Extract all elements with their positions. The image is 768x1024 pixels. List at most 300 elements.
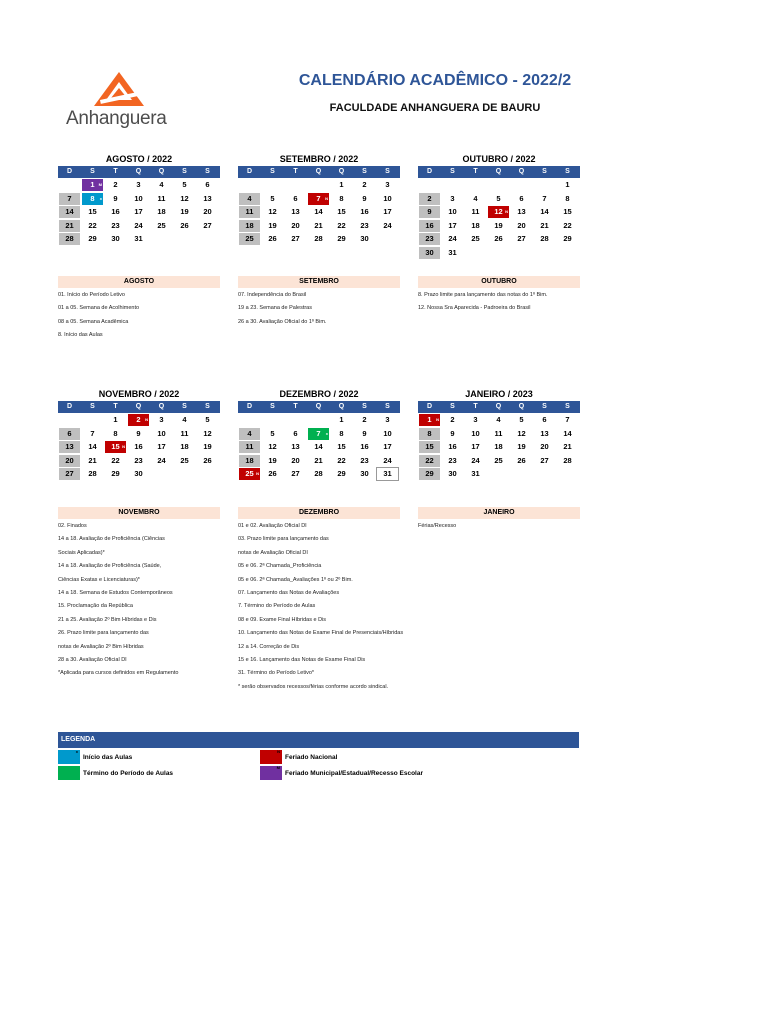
weekday-label: D: [66, 168, 73, 175]
calendar-day: 25: [239, 233, 260, 245]
calendar-day: 26: [180, 220, 189, 230]
calendar-day: 29: [337, 234, 346, 243]
calendar-day: 16: [448, 442, 457, 451]
events-header: SETEMBRO: [238, 276, 400, 288]
calendar-day: 23: [360, 220, 369, 230]
event-item: Férias/Recesso: [418, 523, 457, 529]
events-list: [58, 520, 238, 681]
calendar-day: 5: [496, 193, 501, 203]
calendar-day: 7: [542, 193, 547, 203]
calendar-week: [58, 206, 220, 219]
calendar-week: [418, 220, 580, 233]
calendar-day: 10: [134, 193, 143, 203]
legend-label: Feriado Municipal/Estadual/Recesso Escolar: [285, 769, 423, 777]
calendar-day: 4: [182, 415, 187, 424]
empty-day-cell: [465, 247, 486, 259]
calendar-day: 29: [337, 469, 346, 478]
calendar-day: 19: [494, 220, 503, 230]
weekday-label: S: [565, 168, 570, 175]
empty-day-cell: [308, 179, 329, 191]
weekday-header: [58, 401, 220, 413]
empty-day-cell: [239, 414, 260, 426]
calendar-day: 25: [494, 455, 503, 465]
calendar-day: 26: [203, 455, 212, 465]
calendar-week: [58, 220, 220, 233]
calendar-day: 26: [268, 469, 277, 478]
calendar-day: 21: [563, 442, 572, 451]
calendar-week: [58, 193, 220, 206]
calendar-day: 2: [113, 180, 118, 189]
calendar-day: 1: [565, 180, 570, 189]
empty-day-cell: [488, 468, 509, 480]
event-item: 26 a 30. Avaliação Oficial do 1º Bim.: [238, 318, 327, 325]
calendar-day: 2: [450, 415, 455, 424]
events-header: JANEIRO: [418, 507, 580, 519]
weekday-label: Q: [338, 168, 345, 175]
empty-day-cell: [174, 468, 195, 480]
calendar-day: 19: [268, 220, 277, 230]
legend: [58, 732, 579, 777]
empty-day-cell: [511, 468, 532, 480]
weekday-label: D: [246, 168, 253, 175]
calendar-day: 22: [337, 455, 346, 465]
calendar-day: 16: [360, 442, 369, 451]
empty-day-cell: [262, 414, 283, 426]
empty-day-cell: [82, 414, 103, 426]
calendar-day: 3: [159, 415, 164, 424]
event-item: notas de Avaliação Oficial DI: [238, 549, 308, 556]
calendar-day: 19: [203, 442, 212, 451]
events-header: AGOSTO: [58, 276, 220, 288]
legend-swatch: [58, 766, 80, 780]
calendar-day: 7 x: [308, 428, 329, 440]
calendar-day: 13: [291, 207, 300, 216]
legend-item: [260, 750, 337, 764]
weekday-label: S: [182, 168, 187, 175]
empty-day-cell: [488, 247, 509, 259]
calendar-day: 16: [134, 442, 143, 451]
calendar-day: 10: [383, 193, 392, 203]
calendar-day: 12: [268, 207, 277, 216]
calendar-day: 17: [471, 442, 480, 451]
weekday-label: Q: [518, 168, 525, 175]
event-item: 19 a 23. Semana de Palestras: [238, 305, 312, 312]
weekday-label: S: [270, 168, 275, 175]
event-item: Sociais Aplicadas)*: [58, 549, 105, 556]
weekday-label: Q: [495, 403, 502, 410]
calendar-day: 12: [517, 428, 526, 438]
empty-day-cell: [534, 179, 555, 191]
empty-day-cell: [534, 468, 555, 480]
calendar-day: 27: [59, 468, 80, 480]
month-calendar: [238, 152, 400, 247]
calendar-day: 6: [293, 193, 298, 203]
month-calendar: [418, 387, 580, 482]
calendar-day: 15: [337, 207, 346, 216]
legend-label: Início das Aulas: [83, 753, 133, 761]
empty-day-cell: [197, 233, 218, 245]
empty-day-cell: [197, 468, 218, 480]
calendar-day: 6: [205, 180, 210, 189]
calendar-day: 11: [157, 193, 166, 203]
calendar-day: 29: [419, 468, 440, 480]
month-title: SETEMBRO / 2022: [279, 154, 359, 164]
empty-day-cell: [174, 233, 195, 245]
calendar-week: [238, 233, 400, 246]
event-item: 08 a 05. Semana Acadêmica: [58, 318, 129, 325]
weekday-label: D: [426, 403, 433, 410]
calendar-day: 13: [517, 207, 526, 216]
weekday-label: T: [293, 168, 298, 175]
calendar-day: 6: [519, 193, 524, 203]
events-list: [418, 289, 598, 316]
calendar-day: 28: [563, 455, 572, 465]
events-list: [418, 520, 598, 533]
event-item: 07. Independência do Brasil: [238, 292, 307, 298]
calendar-day: 28: [540, 234, 549, 243]
empty-day-cell: [511, 179, 532, 191]
legend-label: Término do Período de Aulas: [83, 769, 174, 777]
weekday-label: D: [426, 168, 433, 175]
event-item: 26. Prazo limite para lançamento das: [58, 630, 149, 637]
event-item: * serão observados recessos/férias conforme acordo sindical.: [238, 683, 389, 690]
calendar-day: 9: [362, 428, 367, 438]
calendar-day: 12 N: [488, 206, 509, 218]
calendar-day: 9: [113, 193, 118, 203]
events-header: DEZEMBRO: [238, 507, 400, 519]
calendar-day: 24: [471, 455, 480, 465]
events-list: [238, 289, 418, 329]
logo-triangle-icon: [94, 72, 144, 108]
calendar-week: [238, 428, 400, 441]
calendar-week: [238, 455, 400, 468]
calendar-week: [58, 428, 220, 441]
calendar-day: 30: [419, 247, 440, 259]
event-item: 8. Início das Aulas: [58, 332, 103, 339]
calendar-week: [418, 455, 580, 468]
calendar-week: [238, 179, 400, 192]
calendar-day: 26: [268, 234, 277, 243]
calendar-day: 25: [157, 220, 166, 230]
calendar-day: 7: [90, 428, 95, 438]
calendar-week: [238, 441, 400, 454]
event-item: 10. Lançamento das Notas de Exame Final de Presenciais/Híbridas: [238, 630, 404, 637]
calendar-day: 30: [360, 234, 369, 243]
calendar-day: 6: [293, 428, 298, 438]
calendar-day: 13: [540, 428, 549, 438]
weekday-header: [58, 166, 220, 178]
weekday-label: T: [473, 168, 478, 175]
calendar-day: 11: [239, 206, 260, 218]
calendar-day: 4: [159, 180, 164, 189]
empty-day-cell: [511, 247, 532, 259]
event-item: 28 a 30. Avaliação Oficial DI: [58, 657, 127, 664]
weekday-label: Q: [338, 403, 345, 410]
calendar-day: 1 N: [419, 414, 440, 426]
calendar-day: 10: [471, 428, 480, 438]
page-title: CALENDÁRIO ACADÊMICO - 2022/2: [298, 72, 572, 89]
calendar-day: 18: [239, 455, 260, 467]
calendar-day: 7: [565, 415, 570, 424]
calendar-day: 20: [540, 442, 549, 451]
calendar-day: 18: [471, 220, 480, 230]
calendar-day: 16: [111, 207, 120, 216]
calendar-day: 7 N: [308, 193, 329, 205]
calendar-day: 16: [360, 207, 369, 216]
calendar-day: 2: [362, 415, 367, 424]
calendar-day: 13: [291, 442, 300, 451]
calendar-day: 29: [88, 234, 97, 243]
calendar-day: 27: [291, 469, 300, 478]
calendar-week: [58, 179, 220, 192]
calendar-week: [418, 206, 580, 219]
calendar-day: 20: [517, 220, 526, 230]
weekday-label: S: [182, 403, 187, 410]
weekday-header: [418, 166, 580, 178]
calendar-day: 30: [448, 469, 457, 478]
calendar-day: 7: [59, 193, 80, 205]
calendar-day: 24: [157, 455, 166, 465]
calendar-day: 3: [450, 193, 455, 203]
month-title: JANEIRO / 2023: [465, 389, 533, 399]
event-item: 07. Lançamento das Notas de Avaliações: [238, 590, 340, 597]
calendar-day: 19: [180, 207, 189, 216]
calendar-day: 16: [419, 220, 440, 232]
calendar-day: 22: [337, 220, 346, 230]
month-title: OUTUBRO / 2022: [462, 154, 536, 164]
empty-day-cell: [557, 247, 578, 259]
calendar-day: 6: [59, 428, 80, 440]
month-calendar: [238, 387, 400, 482]
calendar-day: 26: [517, 455, 526, 465]
calendar-day: 5: [182, 180, 187, 189]
empty-day-cell: [59, 179, 80, 191]
empty-day-cell: [239, 179, 260, 191]
calendar-day: 24: [134, 220, 143, 230]
empty-day-cell: [377, 233, 398, 245]
calendar-day: 1: [113, 415, 118, 424]
calendar-week: [418, 414, 580, 427]
calendar-day: 21: [540, 220, 549, 230]
calendar-day: 24: [383, 220, 392, 230]
event-item: 12 a 14. Correção de Dis: [238, 643, 300, 650]
empty-day-cell: [151, 233, 172, 245]
event-item: Ciências Exatas e Licenciaturas)*: [58, 576, 140, 583]
calendar-day: 30: [134, 469, 143, 478]
month-calendar: [58, 152, 220, 247]
calendar-day: 19: [268, 455, 277, 465]
calendar-day: 27: [291, 234, 300, 243]
calendar-day: 15: [419, 441, 440, 453]
weekday-label: Q: [135, 403, 142, 410]
calendar-day: 8 x: [82, 193, 103, 205]
month-calendar: [58, 387, 220, 482]
event-item: 12. Nossa Sra Aparecida - Padroeira do Brasil: [418, 305, 531, 312]
calendar-day: 23: [360, 455, 369, 465]
calendar-week: [418, 233, 580, 246]
calendar-day: 15: [563, 207, 572, 216]
weekday-label: T: [113, 403, 118, 410]
calendar-day: 11: [494, 428, 503, 438]
calendar-day: 8: [339, 428, 344, 438]
calendar-day: 18: [494, 442, 503, 451]
calendar-day: 22: [111, 455, 120, 465]
calendar-week: [238, 193, 400, 206]
calendar-day: 22: [88, 220, 97, 230]
calendar-day: 3: [385, 415, 390, 424]
empty-day-cell: [262, 179, 283, 191]
weekday-label: S: [362, 403, 367, 410]
calendar-day: 30: [111, 234, 120, 243]
calendar-day: 10: [383, 428, 392, 438]
calendar-week: [238, 206, 400, 219]
legend-label: Feriado Nacional: [285, 753, 338, 761]
calendar-day: 31: [448, 247, 457, 257]
calendar-day: 28: [314, 469, 323, 478]
calendar-week: [238, 468, 400, 481]
calendar-day: 8: [565, 193, 570, 203]
calendar-day: 25: [180, 455, 189, 465]
calendar-day: 27: [540, 455, 549, 465]
calendar-day: 17: [383, 442, 392, 451]
calendar-day: 15: [88, 207, 97, 216]
calendar-week: [418, 179, 580, 192]
calendar-day: 12: [180, 193, 189, 203]
calendar-day: 17: [448, 220, 457, 230]
weekday-label: S: [270, 403, 275, 410]
empty-day-cell: [442, 179, 463, 191]
calendar-day: 6: [542, 415, 547, 424]
calendar-day: 12: [203, 428, 212, 438]
anhanguera-logo: [66, 72, 176, 132]
calendar-week: [58, 468, 220, 481]
calendar-day: 3: [136, 180, 141, 189]
empty-day-cell: [308, 414, 329, 426]
event-item: 05 e 06. 2ª Chamada_Proficiência: [238, 563, 322, 570]
empty-day-cell: [534, 247, 555, 259]
calendar-day: 1: [339, 415, 344, 424]
legend-title: LEGENDA: [58, 732, 579, 748]
weekday-label: Q: [495, 168, 502, 175]
weekday-label: S: [450, 403, 455, 410]
calendar-day: 14: [540, 207, 549, 216]
weekday-label: Q: [158, 403, 165, 410]
calendar-day: 5: [270, 193, 275, 203]
calendar-day: 2: [419, 193, 440, 205]
calendar-week: [418, 193, 580, 206]
event-item: *Aplicada para cursos definidos em Regulamento: [58, 670, 179, 677]
empty-day-cell: [419, 179, 440, 191]
weekday-header: [238, 166, 400, 178]
calendar-day: 9: [419, 206, 440, 218]
calendar-day: 9: [136, 428, 141, 438]
event-item: 08 e 09. Exame Final Híbridas e Dis: [238, 616, 327, 623]
calendar-day: 24: [448, 234, 457, 243]
calendar-day: 8: [339, 193, 344, 203]
events-header: NOVEMBRO: [58, 507, 220, 519]
legend-swatch: M: [260, 766, 282, 780]
calendar-week: [58, 441, 220, 454]
calendar-week: [58, 414, 220, 427]
weekday-label: D: [66, 403, 73, 410]
weekday-label: D: [246, 403, 253, 410]
calendar-day: 3: [473, 415, 478, 424]
events-header: OUTUBRO: [418, 276, 580, 288]
month-calendar: [418, 152, 580, 260]
calendar-day: 20: [291, 220, 300, 230]
weekday-label: Q: [158, 168, 165, 175]
calendar-week: [418, 428, 580, 441]
calendar-day: 14: [88, 442, 97, 451]
calendar-week: [418, 468, 580, 481]
empty-day-cell: [285, 179, 306, 191]
event-item: notas de Avaliação 2º Bim Híbridas: [58, 643, 144, 650]
event-item: 7. Término do Período de Aulas: [238, 603, 316, 610]
empty-day-cell: [151, 468, 172, 480]
calendar-day: 1: [339, 180, 344, 189]
calendar-day: 31: [134, 234, 143, 243]
calendar-day: 21: [314, 220, 323, 230]
month-title: AGOSTO / 2022: [105, 154, 173, 164]
calendar-day: 13: [203, 193, 212, 203]
event-item: 31. Término do Período Letivo*: [238, 670, 315, 677]
legend-item: [58, 766, 173, 780]
legend-item: [260, 766, 423, 780]
weekday-label: S: [205, 403, 210, 410]
calendar-day: 19: [517, 442, 526, 451]
empty-day-cell: [488, 179, 509, 191]
events-list: [238, 520, 418, 694]
calendar-day: 30: [360, 469, 369, 478]
calendar-day: 5: [519, 415, 524, 424]
weekday-label: S: [90, 168, 95, 175]
event-item: 01 e 02. Avaliação Oficial DI: [238, 523, 307, 529]
calendar-day: 9: [450, 428, 455, 438]
weekday-label: S: [542, 403, 547, 410]
calendar-week: [58, 455, 220, 468]
calendar-day: 20: [291, 455, 300, 465]
event-item: 14 a 18. Avaliação de Proficiência (Saúde,: [58, 563, 162, 570]
calendar-day: 15 N: [105, 441, 126, 453]
calendar-day: 17: [157, 442, 166, 451]
weekday-label: S: [385, 168, 390, 175]
calendar-week: [418, 441, 580, 454]
calendar-day: 8: [419, 428, 440, 440]
weekday-label: Q: [315, 168, 322, 175]
calendar-day: 28: [59, 233, 80, 245]
calendar-day: 4: [239, 428, 260, 440]
calendar-day: 20: [203, 207, 212, 216]
weekday-label: S: [90, 403, 95, 410]
calendar-day: 22: [419, 455, 440, 467]
calendar-day: 14: [314, 207, 323, 216]
weekday-header: [238, 401, 400, 413]
event-item: 8. Prazo limite para lançamento das notas do 1º Bim.: [418, 292, 548, 298]
legend-item: [58, 750, 132, 764]
calendar-day: 25 N: [239, 468, 260, 480]
calendar-day: 29: [111, 469, 120, 478]
calendar-day: 18: [239, 220, 260, 232]
calendar-day: 24: [383, 455, 392, 465]
calendar-day: 17: [134, 207, 143, 216]
events-list: [58, 289, 238, 343]
weekday-label: S: [565, 403, 570, 410]
calendar-week: [58, 233, 220, 246]
calendar-day: 23: [134, 455, 143, 465]
event-item: 14 a 18. Avaliação de Proficiência (Ciências: [58, 536, 165, 543]
empty-day-cell: [557, 468, 578, 480]
calendar-day: 10: [448, 207, 457, 216]
